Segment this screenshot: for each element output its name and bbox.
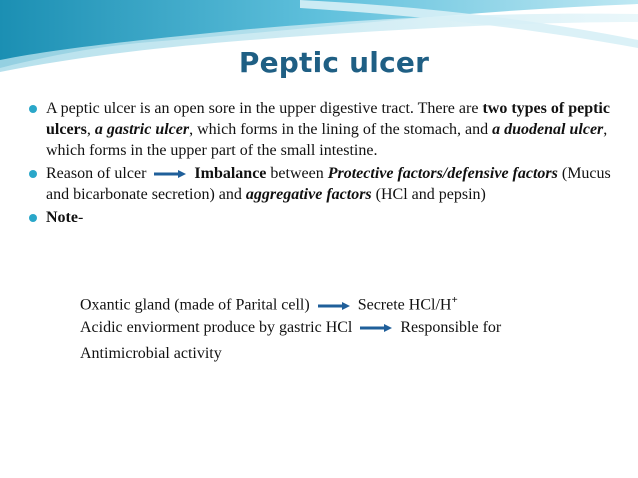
secrete-hcl-text: Secrete HCl/H <box>357 296 452 314</box>
definition-text-1: A peptic ulcer is an open sore in the upper digestive tract. There are <box>46 100 483 117</box>
definition-text-3: , which forms in the lining of the stomach, and <box>189 121 493 138</box>
reason-aggregative-factors: aggregative factors <box>245 186 372 203</box>
definition-text-2: , <box>86 121 95 138</box>
note-line-antimicrobial: Antimicrobial activity <box>80 345 222 362</box>
note-line-acidic <box>80 318 501 338</box>
oxantic-gland-text: Oxantic gland (made of Parital cell) <box>80 296 310 314</box>
reason-label: Reason of ulcer <box>46 165 147 182</box>
bullet-list <box>26 98 614 230</box>
reason-imbalance: Imbalance <box>194 165 267 182</box>
note-suffix: - <box>77 209 84 226</box>
responsible-for-text: Responsible for <box>400 319 502 336</box>
note-line-oxantic <box>80 290 458 315</box>
bullet-dot-icon <box>29 170 37 178</box>
arrow-right-icon <box>318 301 350 311</box>
definition-duodenal-ulcer: a duodenal ulcer <box>492 121 604 138</box>
bullet-dot-icon <box>29 105 37 113</box>
arrow-right-icon <box>360 323 392 333</box>
arrow-right-icon <box>154 169 186 179</box>
acidic-environment-text: Acidic enviorment produce by gastric HCl <box>80 319 353 336</box>
definition-gastric-ulcer: a gastric ulcer <box>94 121 190 138</box>
definition-bold-types: two types of peptic ulcers <box>46 100 610 138</box>
reason-text-mucus: (Mucus and bicarbonate secretion) and <box>46 165 611 203</box>
reason-text-hcl: (HCl and pepsin) <box>371 186 486 203</box>
bullet-item-note <box>26 207 614 228</box>
bullet-dot-icon <box>29 214 37 222</box>
page-title: Peptic ulcer <box>238 46 430 79</box>
definition-text-4: , which forms in the upper part of the small intestine. <box>46 121 608 159</box>
note-label: Note <box>46 209 78 226</box>
bullet-item-definition <box>26 98 614 161</box>
bullet-item-reason <box>26 163 614 205</box>
reason-text-between: between <box>266 165 328 182</box>
h-plus-superscript: + <box>451 294 458 306</box>
reason-protective-factors: Protective factors/defensive factors <box>327 165 558 182</box>
